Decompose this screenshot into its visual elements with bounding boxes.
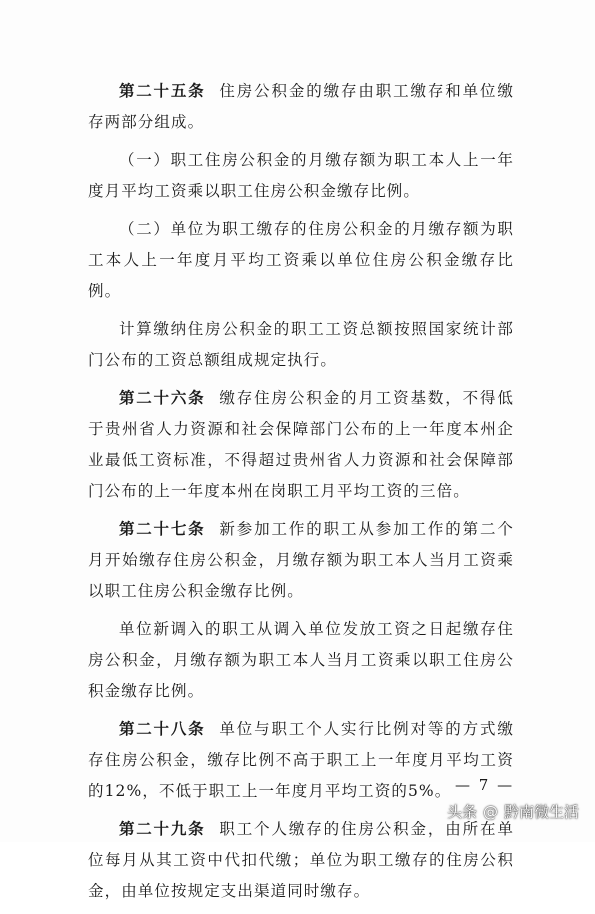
article-text: 职工个人缴存的住房公积金，由所在单位每月从其工资中代扣代缴；单位为职工缴存的住房公积金，由单位按规定支出渠道同时缴存。 (88, 820, 514, 900)
page-number: — 7 — (455, 776, 515, 794)
article-28 (88, 714, 514, 807)
article-heading: 第二十五条 (119, 82, 206, 100)
article-heading: 第二十六条 (119, 389, 206, 407)
article-heading: 第二十八条 (119, 720, 206, 738)
article-text: 缴存住房公积金的月工资基数，不得低于贵州省人力资源和社会保障部门公布的上一年度本州企业最低工资标准，不得超过贵州省人力资源和社会保障部门公布的上一年度本州在岗职工月平均工资的三倍。 (88, 389, 514, 500)
watermark-separator: @ (482, 802, 498, 821)
article-27 (88, 514, 514, 607)
article-text: 住房公积金的缴存由职工缴存和单位缴存两部分组成。 (88, 82, 514, 131)
article-text: 新参加工作的职工从参加工作的第二个月开始缴存住房公积金，月缴存额为职工本人当月工资乘以职工住房公积金缴存比例。 (88, 520, 514, 600)
clause-1 (88, 145, 514, 207)
article-text: 单位与职工个人实行比例对等的方式缴存住房公积金，缴存比例不高于职工上一年度月平均工资的12%，不低于职工上一年度月平均工资的5%。 (88, 720, 514, 800)
note-text: 计算缴纳住房公积金的职工工资总额按照国家统计部门公布的工资总额组成规定执行。 (88, 320, 514, 369)
watermark-platform: 头条 (446, 803, 477, 821)
article-26 (88, 383, 514, 507)
clause-text: （二）单位为职工缴存的住房公积金的月缴存额为职工本人上一年度月平均工资乘以单位住房公积金缴存比例。 (88, 220, 514, 300)
clause-2 (88, 214, 514, 307)
wage-total-note (88, 314, 514, 376)
article-29 (88, 814, 514, 907)
article-heading: 第二十九条 (119, 820, 206, 838)
watermark-account: 黔南微生活 (503, 803, 579, 821)
article-heading: 第二十七条 (119, 520, 206, 538)
source-watermark (447, 801, 579, 822)
document-body (88, 76, 514, 914)
transfer-note (88, 614, 514, 707)
note-text: 单位新调入的职工从调入单位发放工资之日起缴存住房公积金，月缴存额为职工本人当月工资乘以职工住房公积金缴存比例。 (88, 620, 514, 700)
clause-text: （一）职工住房公积金的月缴存额为职工本人上一年度月平均工资乘以职工住房公积金缴存比例。 (88, 151, 514, 200)
article-25 (88, 76, 514, 138)
